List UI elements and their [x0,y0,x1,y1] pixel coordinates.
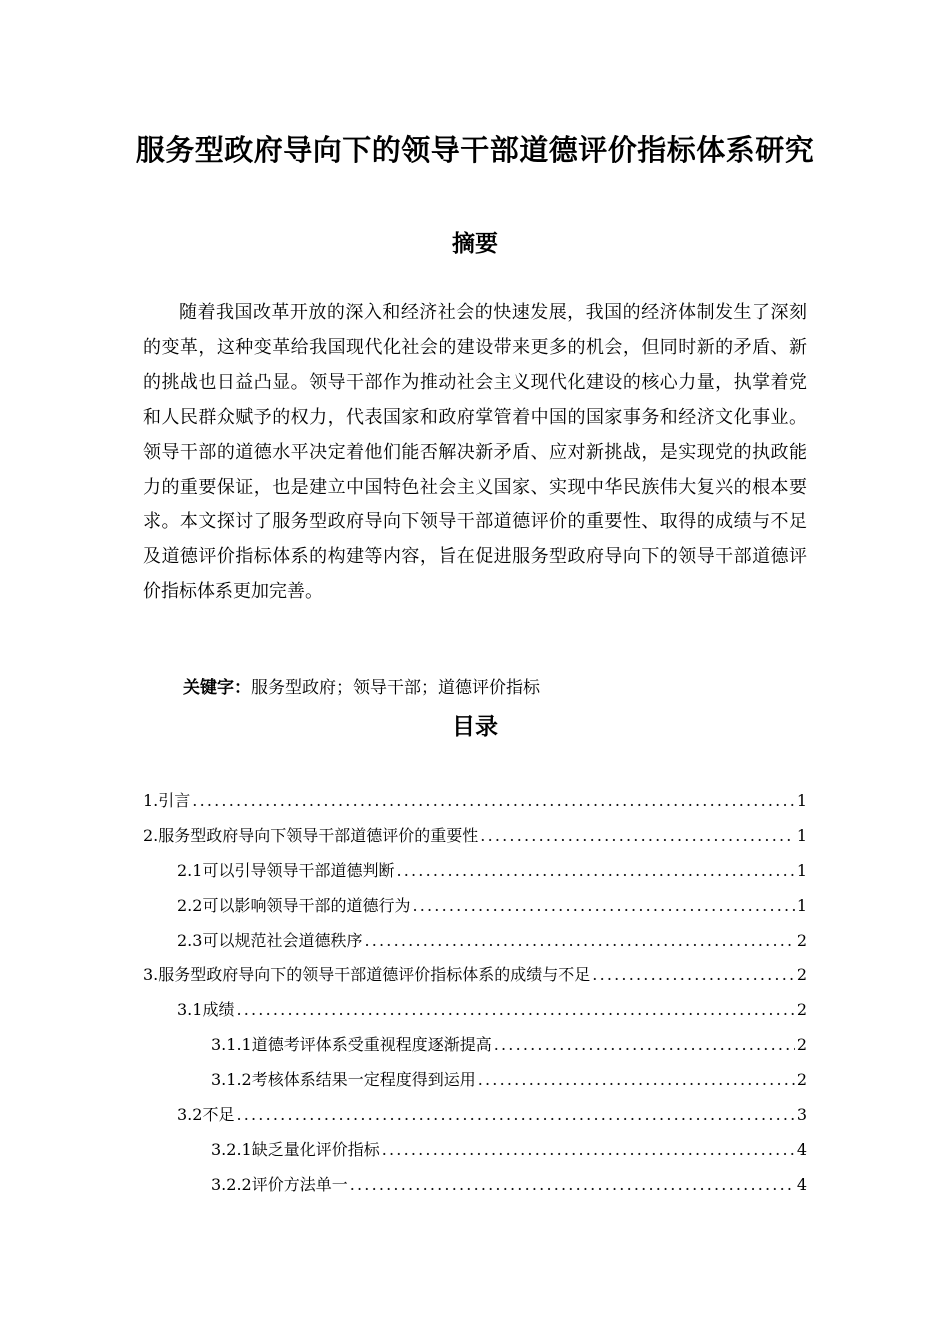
toc-entry-text: 3.服务型政府导向下的领导干部道德评价指标体系的成绩与不足 [143,965,591,985]
toc-dot-leader [480,819,795,854]
toc-page-number: 1 [796,860,807,880]
toc-page-number: 1 [796,895,807,915]
toc-entry[interactable] [143,784,807,819]
abstract-heading: 摘要 [452,231,498,257]
toc-entry-text: 1.引言 [143,791,191,810]
toc-dot-leader [350,1168,795,1203]
toc-entry[interactable] [143,1098,807,1133]
table-of-contents [143,784,807,1203]
toc-entry-text: 3.2不足 [177,1105,235,1125]
toc-page-number: 1 [796,825,807,845]
toc-entry-text: 2.3可以规范社会道德秩序 [177,930,363,950]
toc-page-number: 2 [796,1070,807,1090]
toc-entry-text: 2.服务型政府导向下领导干部道德评价的重要性 [143,825,479,845]
toc-page-number: 2 [796,930,807,950]
toc-dot-leader [364,924,794,959]
toc-dot-leader [236,1098,794,1133]
toc-page-number: 2 [796,1035,807,1055]
keywords-label: 关键字： [183,678,251,698]
toc-page-number: 4 [796,1139,807,1159]
toc-page-number: 4 [796,1174,807,1194]
toc-entry-text: 3.2.1缺乏量化评价指标 [211,1139,380,1159]
toc-dot-leader [396,854,794,889]
toc-entry[interactable] [143,1133,807,1168]
toc-dot-leader [192,784,795,819]
keywords-value: 服务型政府；领导干部；道德评价指标 [251,678,540,698]
toc-entry-text: 3.2.2评价方法单一 [211,1174,348,1194]
abstract-paragraph: 随着我国改革开放的深入和经济社会的快速发展，我国的经济体制发生了深刻的变革，这种变革给我国现代化社会的建设带来更多的机会，但同时新的矛盾、新的挑战也日益凸显。领导干部作为推动社会主义现代化建设的核心力量，执掌着党和人民群众赋予的权力，代表国家和政府掌管着中国的国家事务和经济文化事业。领导干部的道德水平决定着他们能否解决新矛盾、应对新挑战，是实现党的执政能力的重要保证，也是建立中国特色社会主义国家、实现中华民族伟大复兴的根本要求。本文探讨了服务型政府导向下领导干部道德评价的重要性、取得的成绩与不足及道德评价指标体系的构建等内容，旨在促进服务型政府导向下的领导干部道德评价指标体系更加完善。 [143,302,807,603]
toc-entry[interactable] [143,924,807,959]
toc-heading: 目录 [452,714,498,740]
abstract-body [143,296,807,610]
toc-entry[interactable] [143,1168,807,1203]
toc-entry[interactable] [143,993,807,1028]
toc-dot-leader [412,889,794,924]
toc-page-number: 3 [796,1105,807,1125]
toc-dot-leader [382,1133,795,1168]
toc-entry-text: 2.2可以影响领导干部的道德行为 [177,895,411,915]
keywords-line [183,676,540,700]
toc-entry[interactable] [143,819,807,854]
toc-entry-text: 3.1成绩 [177,1000,235,1020]
toc-entry[interactable] [143,889,807,924]
toc-entry-text: 3.1.2考核体系结果一定程度得到运用 [211,1070,476,1090]
toc-entry[interactable] [143,854,807,889]
toc-page-number: 1 [796,791,807,810]
toc-dot-leader [236,993,794,1028]
document-title: 服务型政府导向下的领导干部道德评价指标体系研究 [135,133,815,167]
toc-entry[interactable] [143,1028,807,1063]
toc-dot-leader [592,958,795,993]
toc-entry[interactable] [143,1063,807,1098]
toc-entry[interactable] [143,958,807,993]
toc-page-number: 2 [796,965,807,985]
toc-dot-leader [478,1063,795,1098]
toc-entry-text: 3.1.1道德考评体系受重视程度逐渐提高 [211,1035,492,1055]
toc-entry-text: 2.1可以引导领导干部道德判断 [177,860,395,880]
toc-page-number: 2 [796,1000,807,1020]
toc-dot-leader [494,1028,795,1063]
